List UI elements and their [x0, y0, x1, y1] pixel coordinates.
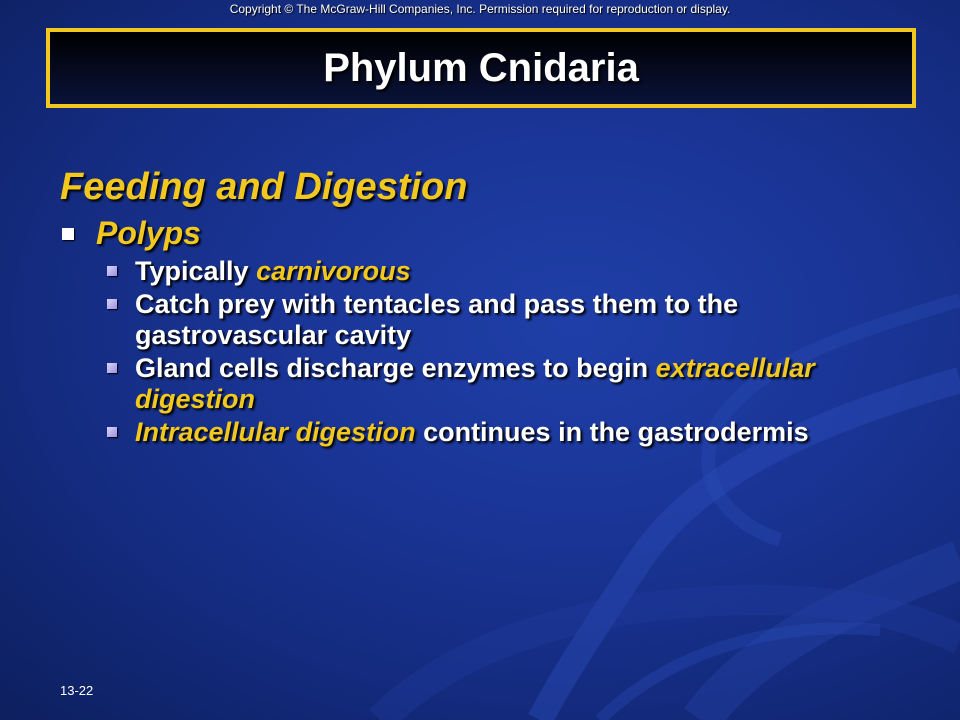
bullet-level1: [62, 215, 920, 252]
title-box: [46, 28, 916, 108]
section-heading: Feeding and Digestion: [60, 166, 468, 208]
copyright-notice: Copyright © The McGraw-Hill Companies, Inc. Permission required for reproduction or display.: [229, 2, 731, 16]
square-bullet-icon: [107, 266, 117, 276]
sub-bullet: [107, 353, 920, 415]
square-bullet-icon: [62, 228, 74, 240]
bullet-text-plain: Typically: [135, 256, 257, 286]
sub-bullet-text: [135, 289, 875, 351]
slide-title: Phylum Cnidaria: [323, 45, 639, 90]
bullet-text-emphasis: extracellular digestion: [135, 353, 815, 414]
sub-bullet-text: [135, 353, 875, 415]
bullet-text-emphasis: carnivorous: [256, 256, 411, 286]
sub-bullet: [107, 256, 920, 287]
sub-bullet-text: [135, 417, 875, 448]
slide-number: 13-22: [60, 683, 94, 698]
sub-bullet: [107, 417, 920, 448]
bullet-text-plain: Gland cells discharge enzymes to begin: [135, 353, 656, 383]
square-bullet-icon: [107, 427, 117, 437]
bullet-text-emphasis: Intracellular digestion: [135, 417, 416, 447]
slide-content: [60, 166, 920, 450]
sub-bullet-text: [135, 256, 875, 287]
bullet-text-plain: continues in the gastrodermis: [415, 417, 809, 447]
square-bullet-icon: [107, 363, 117, 373]
bullet-text-plain: Catch prey with tentacles and pass them to the gastrovascular cavity: [135, 289, 739, 350]
bullet-level1-text: Polyps: [96, 215, 201, 251]
sub-bullet: [107, 289, 920, 351]
square-bullet-icon: [107, 299, 117, 309]
